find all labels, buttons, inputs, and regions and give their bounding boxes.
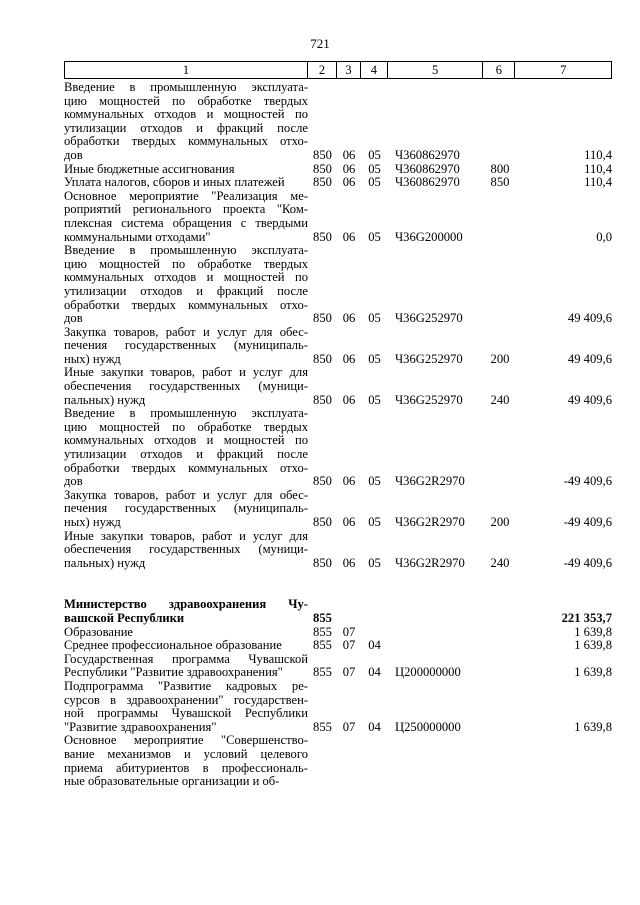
cell-section: 06 <box>342 351 356 366</box>
cell-target-article: Ч36G2R2970 <box>395 555 465 570</box>
description-line: сурсов в здравоохранении" государствен- <box>64 692 308 707</box>
description-line: Иные закупки товаров, работ и услуг для <box>64 528 308 543</box>
description-line: Введение в промышленную эксплуата- <box>64 80 308 94</box>
row-description <box>64 489 308 530</box>
description-line: дов <box>64 147 83 162</box>
description-line: утилизации отходов и фракций после <box>64 283 308 298</box>
cell-amount: -49 409,6 <box>563 474 612 489</box>
cell-section: 06 <box>342 392 356 407</box>
cell-amount: 49 409,6 <box>567 311 612 326</box>
cell-subsection: 05 <box>368 311 381 326</box>
cell-ministry-code: 850 <box>313 351 332 366</box>
header-col-3: 3 <box>337 62 361 78</box>
cell-section: 06 <box>342 229 356 244</box>
row-description <box>64 81 308 163</box>
cell-amount: 221 353,7 <box>561 610 612 625</box>
cell-amount: 110,4 <box>584 161 612 176</box>
description-line: печения государственных (муниципаль- <box>64 501 308 516</box>
description-line: обработки твердых коммунальных отхо- <box>64 460 308 475</box>
table-row <box>64 81 612 163</box>
description-line: Иные бюджетные ассигнования <box>64 161 235 176</box>
description-line: Введение в промышленную эксплуата- <box>64 243 308 258</box>
table-body <box>64 81 612 789</box>
description-line: Министерство здравоохранения Чу- <box>64 597 308 612</box>
cell-target-article: Ч360862970 <box>395 161 460 176</box>
table-row <box>64 639 612 653</box>
table-row <box>64 653 612 680</box>
table-row <box>64 598 612 625</box>
cell-section: 06 <box>342 311 356 326</box>
table-row <box>64 244 612 326</box>
description-line: цию мощностей по обработке твердых <box>64 419 308 434</box>
table-row <box>64 190 612 244</box>
cell-section: 07 <box>342 638 356 653</box>
cell-amount: 49 409,6 <box>567 392 612 407</box>
cell-target-article: Ч36G2R2970 <box>395 474 465 489</box>
row-description <box>64 326 308 367</box>
description-line: приема абитуриентов в профессиональ- <box>64 760 308 775</box>
description-line: обработки твердых коммунальных отхо- <box>64 134 308 149</box>
cell-subsection: 05 <box>368 474 381 489</box>
description-line: обеспечения государственных (муници- <box>64 379 308 394</box>
cell-target-article: Ч36G252970 <box>395 351 463 366</box>
cell-subsection: 05 <box>368 392 381 407</box>
row-description <box>64 598 308 625</box>
table-row <box>64 530 612 571</box>
cell-ministry-code: 855 <box>313 624 332 639</box>
cell-subsection: 04 <box>368 665 381 680</box>
description-line: пальных) нужд <box>64 392 146 407</box>
description-line: роприятий регионального проекта "Ком- <box>64 202 308 217</box>
description-line: ных) нужд <box>64 515 121 529</box>
description-line: Образование <box>64 624 134 639</box>
description-line: коммунальных отходов и мощностей по <box>64 433 308 448</box>
cell-target-article: Ч36G252970 <box>395 392 463 407</box>
cell-expense-type: 240 <box>490 392 510 407</box>
description-line: обработки твердых коммунальных отхо- <box>64 297 308 312</box>
table-row <box>64 176 612 190</box>
row-description <box>64 407 308 489</box>
cell-ministry-code: 855 <box>313 610 332 625</box>
table-header <box>64 61 612 79</box>
cell-subsection: 05 <box>368 161 381 176</box>
description-line: цию мощностей по обработке твердых <box>64 256 308 271</box>
cell-section: 06 <box>342 555 356 570</box>
description-line: коммунальными отходами" <box>64 229 211 244</box>
cell-section: 06 <box>342 147 356 162</box>
cell-section: 07 <box>342 665 356 680</box>
cell-expense-type: 800 <box>490 161 510 176</box>
cell-subsection: 04 <box>368 638 381 653</box>
table-row <box>64 734 612 788</box>
cell-expense-type: 240 <box>490 555 510 570</box>
description-line: ной программы Чувашской Республики <box>64 706 308 721</box>
cell-ministry-code: 855 <box>313 638 332 653</box>
description-line: ные образовательные организации и об- <box>64 774 280 789</box>
cell-subsection: 05 <box>368 555 381 570</box>
cell-section: 06 <box>342 515 356 529</box>
cell-section: 06 <box>342 175 356 190</box>
row-description <box>64 176 308 190</box>
cell-ministry-code: 850 <box>313 474 332 489</box>
description-line: "Развитие здравоохранения" <box>64 719 217 734</box>
description-line: Введение в промышленную эксплуата- <box>64 406 308 421</box>
table-row <box>64 680 612 734</box>
cell-ministry-code: 850 <box>313 229 332 244</box>
row-description <box>64 244 308 326</box>
description-line: дов <box>64 474 83 489</box>
description-line: Закупка товаров, работ и услуг для обес- <box>64 324 308 339</box>
cell-amount: -49 409,6 <box>563 515 612 529</box>
cell-ministry-code: 850 <box>313 311 332 326</box>
cell-ministry-code: 850 <box>313 392 332 407</box>
header-col-7: 7 <box>560 63 567 77</box>
description-line: вание механизмов и условий целевого <box>64 746 308 761</box>
cell-amount: 1 639,8 <box>574 719 612 734</box>
row-description <box>64 734 308 788</box>
cell-ministry-code: 850 <box>313 161 332 176</box>
cell-subsection: 05 <box>368 515 381 529</box>
cell-amount: 1 639,8 <box>574 624 612 639</box>
page-number: 721 <box>310 36 330 51</box>
cell-subsection: 04 <box>368 719 381 734</box>
row-description <box>64 190 308 244</box>
description-line: Основное мероприятие "Реализация ме- <box>64 188 308 203</box>
cell-expense-type: 850 <box>490 175 510 190</box>
table-row <box>64 489 612 530</box>
description-line: коммунальных отходов и мощностей по <box>64 107 308 122</box>
cell-target-article: Ч36G252970 <box>395 311 463 326</box>
cell-subsection: 05 <box>368 229 381 244</box>
cell-target-article: Ч36G2R2970 <box>395 515 465 529</box>
description-line: Основное мероприятие "Совершенство- <box>64 733 308 748</box>
cell-section: 07 <box>342 719 356 734</box>
cell-ministry-code: 850 <box>313 175 332 190</box>
cell-amount: 1 639,8 <box>574 638 612 653</box>
cell-section: 07 <box>342 624 356 639</box>
cell-target-article: Ч360862970 <box>395 147 460 162</box>
cell-expense-type: 200 <box>490 515 510 529</box>
cell-amount: 1 639,8 <box>574 665 612 680</box>
cell-target-article: Ц250000000 <box>395 719 461 734</box>
description-line: Среднее профессиональное образование <box>64 638 282 653</box>
cell-amount: 49 409,6 <box>567 351 612 366</box>
cell-amount: -49 409,6 <box>563 555 612 570</box>
header-col-6: 6 <box>483 62 515 78</box>
row-description <box>64 163 308 177</box>
cell-subsection: 05 <box>368 351 381 366</box>
description-line: обеспечения государственных (муници- <box>64 542 308 557</box>
header-col-4: 4 <box>361 62 388 78</box>
description-line: цию мощностей по обработке твердых <box>64 93 308 108</box>
cell-ministry-code: 850 <box>313 147 332 162</box>
description-line: Республики "Развитие здравоохранения" <box>64 665 283 680</box>
description-line: дов <box>64 311 83 326</box>
description-line: утилизации отходов и фракций после <box>64 447 308 462</box>
cell-subsection: 05 <box>368 175 381 190</box>
row-description <box>64 626 308 640</box>
description-line: Государственная программа Чувашской <box>64 651 308 666</box>
cell-ministry-code: 855 <box>313 719 332 734</box>
row-description <box>64 530 308 571</box>
description-line: утилизации отходов и фракций после <box>64 120 308 135</box>
cell-ministry-code: 850 <box>313 555 332 570</box>
header-col-2: 2 <box>308 62 337 78</box>
row-description <box>64 653 308 680</box>
header-col-1: 1 <box>65 62 308 78</box>
table-row <box>64 626 612 640</box>
row-description <box>64 639 308 653</box>
description-line: коммунальных отходов и мощностей по <box>64 270 308 285</box>
table-row <box>64 326 612 367</box>
description-line: пальных) нужд <box>64 555 146 570</box>
cell-amount: 110,4 <box>584 147 612 162</box>
description-line: ных) нужд <box>64 351 121 366</box>
cell-amount: 0,0 <box>596 229 612 244</box>
cell-ministry-code: 850 <box>313 515 332 529</box>
table-row <box>64 163 612 177</box>
description-line: Закупка товаров, работ и услуг для обес- <box>64 487 308 502</box>
description-line: Уплата налогов, сборов и иных платежей <box>64 175 285 190</box>
header-col-5: 5 <box>388 62 484 78</box>
row-description <box>64 680 308 734</box>
cell-subsection: 05 <box>368 147 381 162</box>
cell-section: 06 <box>342 161 356 176</box>
table-row <box>64 407 612 489</box>
cell-target-article: Ч36G200000 <box>395 229 463 244</box>
row-spacer <box>64 570 612 598</box>
cell-ministry-code: 855 <box>313 665 332 680</box>
description-line: вашской Республики <box>64 610 185 625</box>
description-line: печения государственных (муниципаль- <box>64 338 308 353</box>
description-line: плексная система обращения с твердыми <box>64 215 308 230</box>
cell-expense-type: 200 <box>490 351 510 366</box>
description-line: Иные закупки товаров, работ и услуг для <box>64 365 308 380</box>
cell-section: 06 <box>342 474 356 489</box>
description-line: Подпрограмма "Развитие кадровых ре- <box>64 678 308 693</box>
table-row <box>64 366 612 407</box>
row-description <box>64 366 308 407</box>
cell-amount: 110,4 <box>584 175 612 190</box>
cell-target-article: Ц200000000 <box>395 665 461 680</box>
cell-target-article: Ч360862970 <box>395 175 460 190</box>
